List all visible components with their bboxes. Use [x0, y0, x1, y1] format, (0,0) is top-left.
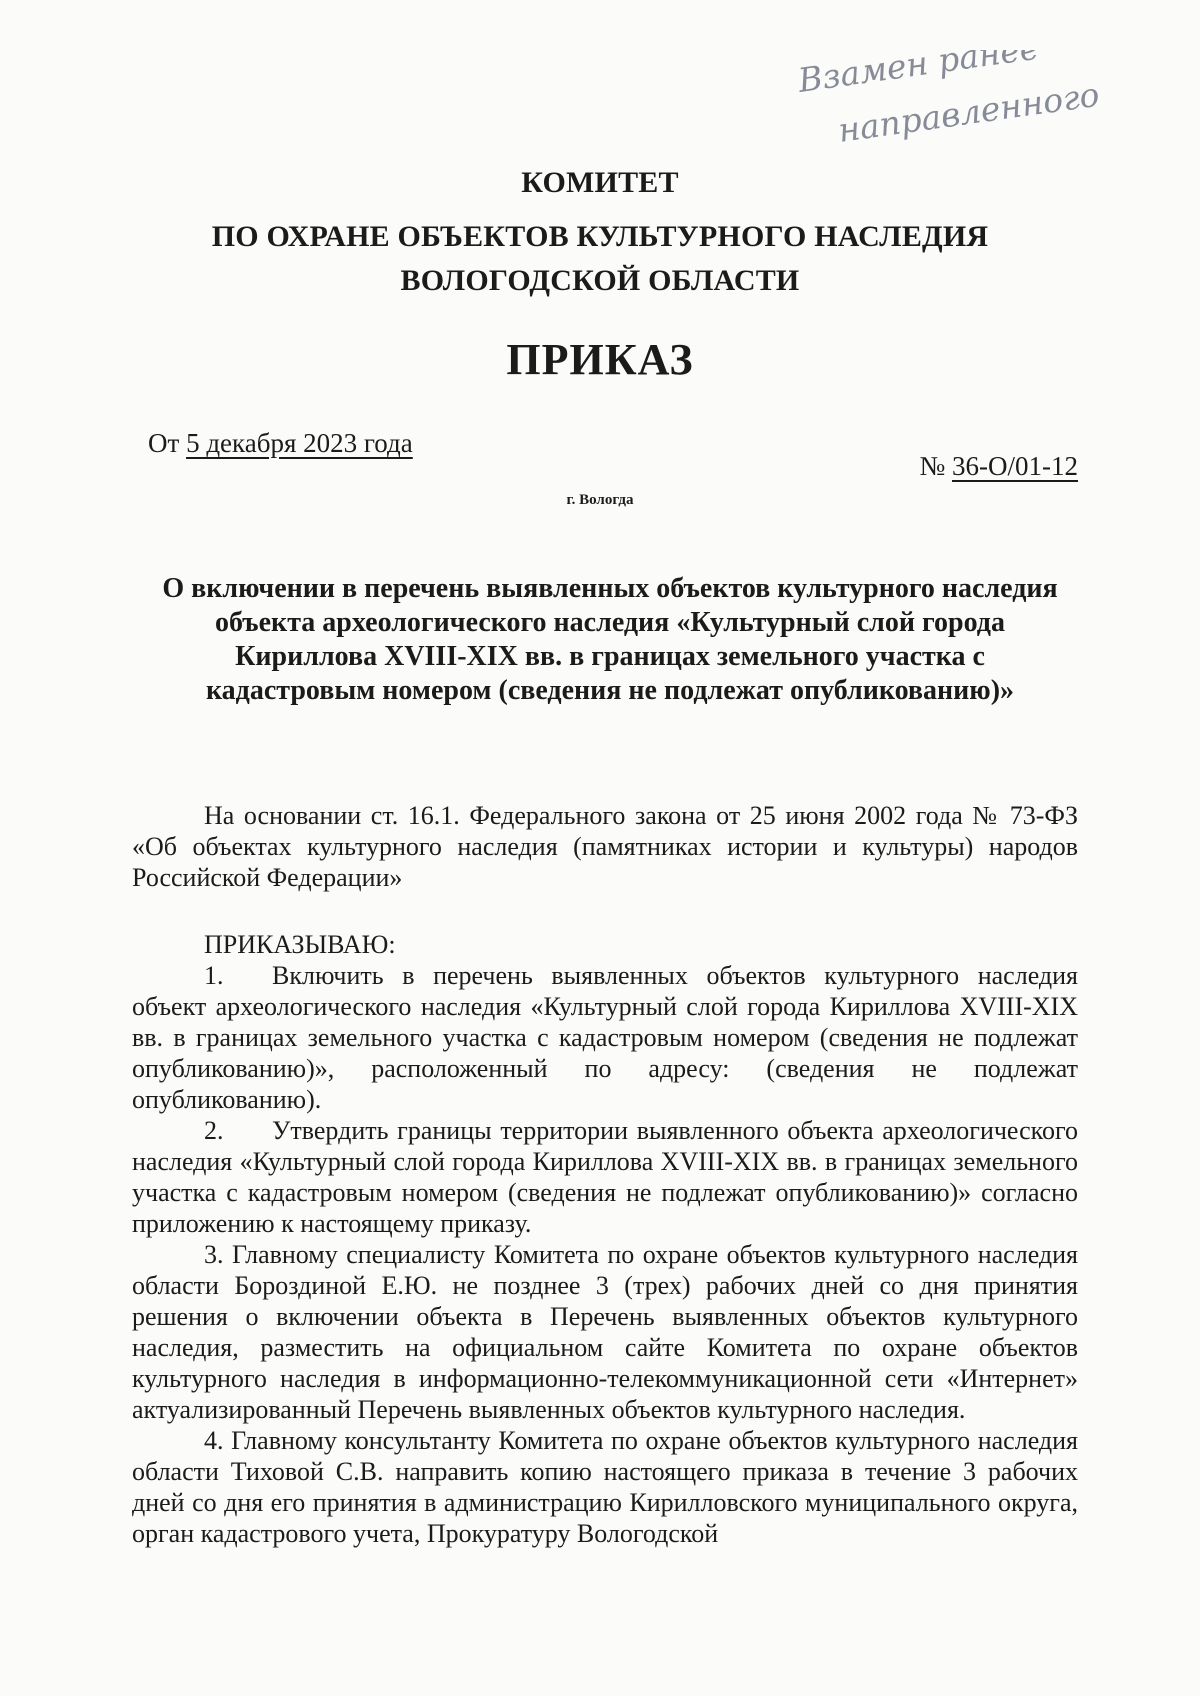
order-date: [148, 428, 413, 459]
header-line-2: ПО ОХРАНЕ ОБЪЕКТОВ КУЛЬТУРНОГО НАСЛЕДИЯ: [211, 220, 989, 253]
order-item-1-text: Включить в перечень выявленных объектов культурного наследия объект археологического наследия «Культурный слой города Кириллова XVIII-XIX вв. в границах земельного участка с кадастровым номером (сведения не подлежат опубликованию)», расположенный по адресу: (сведения не подлежат опубликованию).: [132, 961, 1078, 1114]
document-type-title: ПРИКАЗ: [506, 335, 694, 384]
order-item-2: [132, 1115, 1078, 1239]
order-subject: О включении в перечень выявленных объектов культурного наследия объекта археологического наследия «Культурный слой города Кириллова XVIII-XIX вв. в границах земельного участка с кадастровым номером (сведения не подлежат опубликованию)»: [162, 573, 1058, 706]
preamble-paragraph: На основании ст. 16.1. Федерального закона от 25 июня 2002 года № 73-ФЗ «Об объектах культурного наследия (памятниках истории и культуры) народов Российской Федерации»: [132, 801, 1078, 892]
order-item-4-number: 4.: [204, 1426, 224, 1455]
order-number-value: 36-О/01-12: [952, 451, 1078, 481]
order-number: [920, 451, 1079, 482]
order-number-prefix: №: [919, 451, 946, 481]
order-body: [132, 800, 1078, 1549]
order-item-4: [132, 1425, 1078, 1549]
handwritten-note-line-2: направленного: [835, 74, 1102, 150]
order-date-value: 5 декабря 2023 года: [186, 428, 413, 458]
order-date-prefix: От: [148, 428, 180, 458]
order-item-3-number: 3.: [204, 1240, 224, 1269]
order-item-2-text: Утвердить границы территории выявленного объекта археологического наследия «Культурный слой города Кириллова XVIII-XIX вв. в границах земельного участка с кадастровым номером (сведения не подлежат опубликованию)» согласно приложению к настоящему приказу.: [132, 1116, 1078, 1238]
order-item-2-number: 2.: [204, 1116, 224, 1145]
order-word: ПРИКАЗЫВАЮ:: [204, 930, 396, 959]
handwritten-note: [770, 50, 1170, 160]
header-line-1: КОМИТЕТ: [521, 166, 679, 199]
issue-city: г. Вологда: [566, 492, 634, 508]
handwritten-note-line-1: Взамен ранее: [795, 50, 1042, 100]
order-item-3: [132, 1239, 1078, 1425]
order-item-4-text: Главному консультанту Комитета по охране объектов культурного наследия области Тиховой С.В. направить копию настоящего приказа в течение 3 рабочих дней со дня его принятия в администрацию Кирилловского муниципального округа, орган кадастрового учета, Прокуратуру Вологодской: [132, 1426, 1078, 1548]
handwritten-note-drawing: [770, 50, 1170, 160]
order-item-3-text: Главному специалисту Комитета по охране объектов культурного наследия области Бороздиной Е.Ю. не позднее 3 (трех) рабочих дней со дня принятия решения о включении объекта в Перечень выявленных объектов культурного наследия, разместить на официальном сайте Комитета по охране объектов культурного наследия в информационно-телекоммуникационной сети «Интернет» актуализированный Перечень выявленных объектов культурного наследия.: [132, 1240, 1078, 1424]
order-item-1-number: 1.: [204, 961, 224, 990]
order-item-1: [132, 960, 1078, 1115]
header-line-3: ВОЛОГОДСКОЙ ОБЛАСТИ: [400, 264, 800, 297]
